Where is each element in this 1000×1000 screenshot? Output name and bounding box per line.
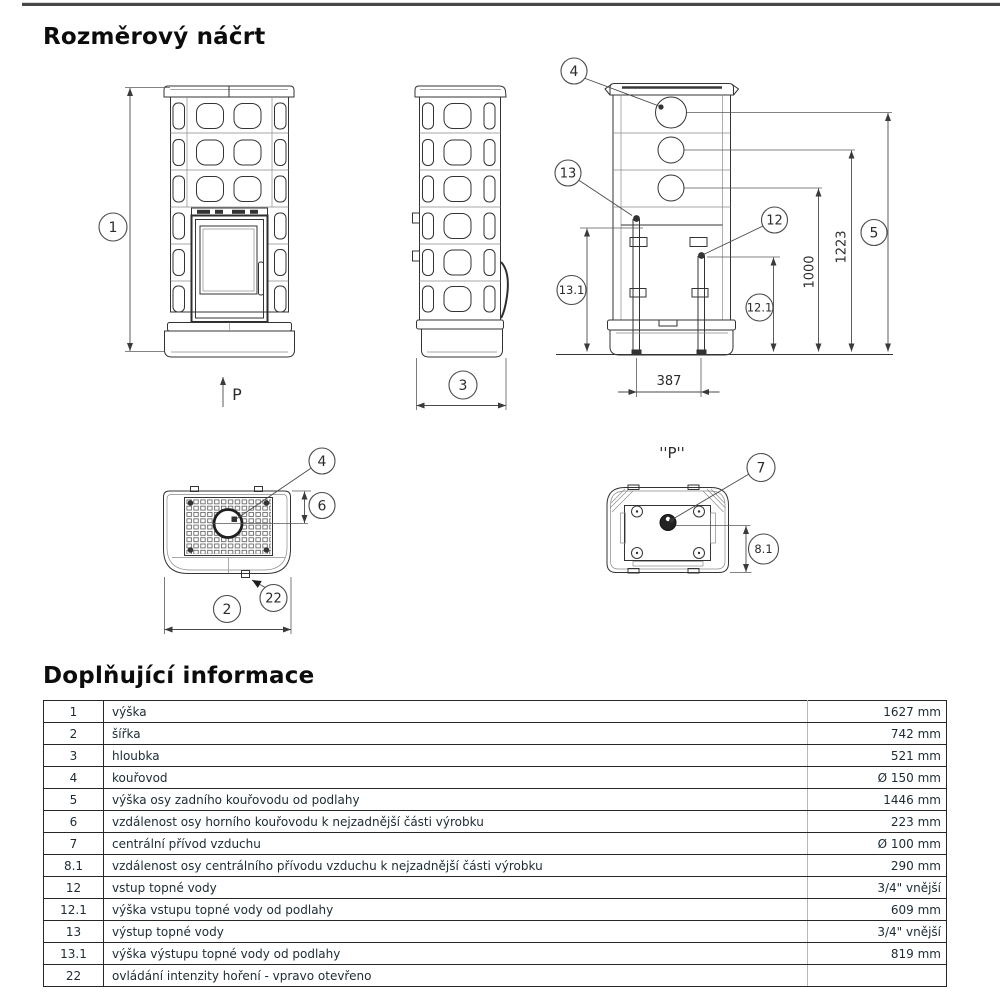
row-description: výška výstupu topné vody od podlahy <box>104 943 808 965</box>
front-view <box>164 86 295 357</box>
svg-text:1000: 1000 <box>802 255 818 289</box>
row-number: 6 <box>44 811 104 833</box>
svg-text:13: 13 <box>559 166 577 182</box>
svg-text:12.1: 12.1 <box>746 300 773 315</box>
callout-12 <box>704 207 788 255</box>
dim-1223 <box>835 151 852 352</box>
bottom-view-label: ''P'' <box>659 444 685 462</box>
callout-3: 3 <box>458 377 468 394</box>
row-value <box>808 965 947 987</box>
dim-6 <box>292 491 335 523</box>
side-view <box>413 86 508 357</box>
side-tile-circles <box>444 104 471 312</box>
callout-1: 1 <box>108 219 118 236</box>
row-number: 12 <box>44 877 104 899</box>
row-value: 3/4" vnější <box>808 877 947 899</box>
page-title: Rozměrový náčrt <box>43 24 266 50</box>
top-view <box>164 487 309 578</box>
side-water-stub <box>413 213 420 223</box>
row-description: kouřovod <box>104 767 808 789</box>
svg-text:5: 5 <box>869 225 879 242</box>
row-number: 3 <box>44 745 104 767</box>
row-number: 8.1 <box>44 855 104 877</box>
row-description: výstup topné vody <box>104 921 808 943</box>
corner-bosses <box>632 506 705 559</box>
row-description: hloubka <box>104 745 808 767</box>
callout-22 <box>252 580 287 612</box>
table-row <box>44 965 947 987</box>
info-table <box>43 700 947 987</box>
row-description: výška <box>104 701 808 723</box>
row-number: 22 <box>44 965 104 987</box>
bottom-view <box>607 444 751 573</box>
callout-7 <box>669 454 775 523</box>
table-row <box>44 943 947 965</box>
info-heading: Doplňující informace <box>43 663 315 689</box>
svg-text:6: 6 <box>317 498 327 515</box>
door-handle <box>259 262 264 295</box>
rear-flue-mid <box>658 137 684 163</box>
row-description: ovládání intenzity hoření - vpravo otevřeno <box>104 965 808 987</box>
dim-1000 <box>803 189 819 352</box>
dim-depth-3 <box>417 358 507 410</box>
row-number: 12.1 <box>44 899 104 921</box>
rear-view <box>556 84 893 356</box>
dim-height-1 <box>99 88 170 352</box>
dim-12-1 <box>707 257 780 352</box>
row-value: Ø 150 mm <box>808 767 947 789</box>
svg-text:4: 4 <box>569 63 579 80</box>
row-value: 223 mm <box>808 811 947 833</box>
front-tile-circles <box>197 104 262 202</box>
table-row <box>44 921 947 943</box>
table-row <box>44 855 947 877</box>
side-water-stub <box>413 251 420 261</box>
svg-text:22: 22 <box>265 591 282 607</box>
view-arrow-label: P <box>232 385 242 404</box>
row-value: 1446 mm <box>808 789 947 811</box>
table-row <box>44 745 947 767</box>
row-description: vzdálenost osy centrálního přívodu vzduchu k nejzadnější části výrobku <box>104 855 808 877</box>
row-description: vzdálenost osy horního kouřovodu k nejzadnější části výrobku <box>104 811 808 833</box>
table-row <box>44 811 947 833</box>
table-row <box>44 767 947 789</box>
svg-text:4: 4 <box>317 453 327 470</box>
water-pipes <box>632 215 707 354</box>
row-number: 13.1 <box>44 943 104 965</box>
table-row <box>44 899 947 921</box>
svg-text:8.1: 8.1 <box>754 542 773 556</box>
dim-8-1 <box>730 526 779 573</box>
row-value: 3/4" vnější <box>808 921 947 943</box>
row-value: 742 mm <box>808 723 947 745</box>
table-row <box>44 701 947 723</box>
row-value: 521 mm <box>808 745 947 767</box>
svg-text:2: 2 <box>222 601 232 618</box>
rear-flue-low <box>658 175 684 201</box>
svg-text:12: 12 <box>766 213 783 229</box>
row-value: 819 mm <box>808 943 947 965</box>
row-number: 1 <box>44 701 104 723</box>
dim-5 <box>861 113 888 352</box>
stove-door <box>192 208 268 322</box>
row-description: šířka <box>104 723 808 745</box>
row-description: výška osy zadního kouřovodu od podlahy <box>104 789 808 811</box>
svg-text:1223: 1223 <box>834 230 850 264</box>
row-number: 4 <box>44 767 104 789</box>
table-row <box>44 833 947 855</box>
row-description: centrální přívod vzduchu <box>104 833 808 855</box>
row-number: 7 <box>44 833 104 855</box>
row-value: 609 mm <box>808 899 947 921</box>
row-description: vstup topné vody <box>104 877 808 899</box>
row-number: 2 <box>44 723 104 745</box>
dim-387 <box>618 358 720 397</box>
svg-text:13.1: 13.1 <box>558 283 585 297</box>
view-direction-arrow <box>223 377 242 407</box>
front-base <box>165 323 295 358</box>
row-value: 1627 mm <box>808 701 947 723</box>
row-number: 13 <box>44 921 104 943</box>
svg-text:7: 7 <box>756 460 766 477</box>
row-number: 5 <box>44 789 104 811</box>
svg-text:387: 387 <box>656 374 682 389</box>
side-door-handle <box>501 262 508 318</box>
row-value: 290 mm <box>808 855 947 877</box>
table-row <box>44 789 947 811</box>
table-row <box>44 723 947 745</box>
row-value: Ø 100 mm <box>808 833 947 855</box>
table-row <box>44 877 947 899</box>
rear-flue-top <box>656 97 687 128</box>
row-description: výška vstupu topné vody od podlahy <box>104 899 808 921</box>
